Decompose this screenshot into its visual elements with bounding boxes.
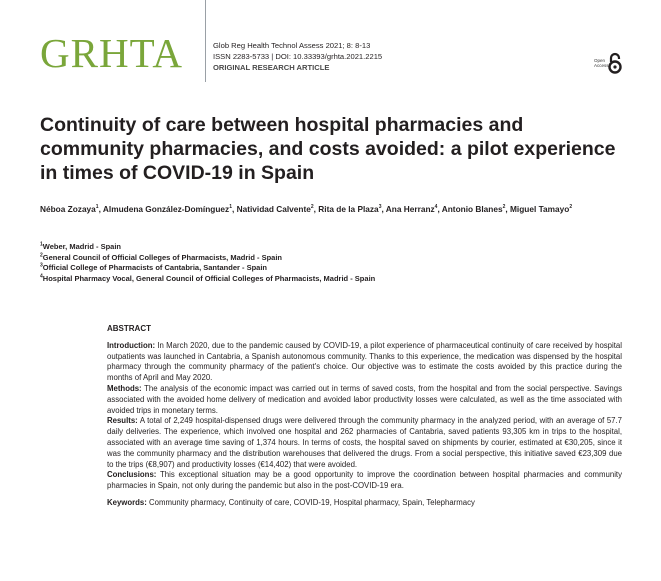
- author-affiliation-number: 1: [95, 204, 99, 211]
- header-divider: [205, 0, 206, 82]
- open-lock-icon: [607, 52, 623, 74]
- author-name: Ana Herranz: [385, 204, 435, 214]
- open-access-badge[interactable]: [594, 52, 624, 74]
- affiliation-list: [40, 242, 640, 284]
- results-text: A total of 2,249 hospital-dispensed drugs were delivered through the community pharmacy in the analyzed period, with an average of 57.7 daily deliveries. The experience, which involved one hospital and 262 pharmacies of Cantabria, saved patients 93,305 km in trips to the hospital, associated with an average time saving of 1,374 hours. In terms of costs, the hospital saved on shipments by courier, estimated at €30,205, since it was the community pharmacy and the distribution warehouses that delivered the drugs. From a social perspective, this initiative saved €23,309 due to the trips (€8,907) and productivity losses (€14,402) that were avoided.: [107, 416, 622, 469]
- author-affiliation-number: 2: [502, 204, 506, 211]
- author-name: Natividad Calvente: [236, 204, 311, 214]
- abstract-introduction: [107, 341, 622, 384]
- affiliation-item: [40, 274, 640, 285]
- open-access-line1: Open: [594, 58, 606, 63]
- abstract-conclusions: [107, 470, 622, 492]
- conclusions-label: Conclusions:: [107, 470, 157, 480]
- introduction-text: In March 2020, due to the pandemic caused by COVID-19, a pilot experience of pharmaceutical continuity of care received by hospital outpatients was launched in Cantabria, a Spanish autonomous community. Thanks to this experience, the medication was dispensed by the hospital pharmacy through the community pharmacy of the patient's choice. Our objective was to estimate the costs avoided by this practice during the months of April and May 2020.: [107, 340, 622, 383]
- introduction-label: Introduction:: [107, 340, 156, 350]
- affiliation-number: 2: [40, 252, 43, 258]
- affiliation-text: Official College of Pharmacists of Cantabria, Santander - Spain: [42, 263, 267, 272]
- author-name: Néboa Zozaya: [40, 204, 96, 214]
- affiliation-number: 4: [40, 273, 43, 279]
- abstract-results: [107, 416, 622, 470]
- issn-doi[interactable]: ISSN 2283-5733 | DOI: 10.33393/grhta.2021.2215: [213, 52, 383, 61]
- affiliation-item: [40, 242, 640, 253]
- author-affiliation-number: 2: [310, 204, 314, 211]
- article-type: ORIGINAL RESEARCH ARTICLE: [213, 63, 330, 72]
- journal-meta: [213, 40, 382, 73]
- author-name: Almudena González-Domínguez: [102, 204, 230, 214]
- author-affiliation-number: 2: [569, 204, 573, 211]
- abstract-section: [107, 324, 622, 509]
- article-title: Continuity of care between hospital pharmacies and community pharmacies, and costs avoided: a pilot experience in times of COVID-19 in Spain: [40, 114, 616, 184]
- journal-citation: Glob Reg Health Technol Assess 2021; 8: 8-13: [213, 41, 371, 50]
- author-affiliation-number: 3: [378, 204, 382, 211]
- affiliation-item: [40, 253, 640, 264]
- open-access-line2: Access: [594, 63, 609, 68]
- abstract-methods: [107, 384, 622, 416]
- author-affiliation-number: 4: [434, 204, 438, 211]
- affiliation-item: [40, 263, 640, 274]
- affiliation-text: General Council of Official Colleges of Pharmacists, Madrid - Spain: [42, 252, 282, 262]
- affiliation-text: Hospital Pharmacy Vocal, General Council of Official Colleges of Pharmacists, Madrid - Spain: [42, 273, 376, 283]
- affiliation-number: 1: [40, 241, 43, 248]
- conclusions-text: This exceptional situation may be a good opportunity to improve the coordination between hospital pharmacies and community pharmacies in Spain, not only during the pandemic but also in the post-COVID-19 era.: [107, 470, 622, 491]
- author-name: Miguel Tamayo: [510, 204, 570, 214]
- author-list: Néboa Zozaya$^1$, Almudena González-Domínguez$^1$, Natividad Calvente$^2$, Rita de la Plaza$^3$, Ana Herranz$^4$, Antonio Blanes$^2$, Miguel Tamayo$^2$: [40, 204, 573, 214]
- affiliation-number: 3: [40, 262, 43, 269]
- abstract-keywords: [107, 498, 622, 509]
- keywords-label: Keywords:: [107, 497, 147, 507]
- author-affiliation-number: 1: [229, 204, 232, 211]
- keywords-text: Community pharmacy, Continuity of care, COVID-19, Hospital pharmacy, Spain, Telepharmacy: [146, 497, 475, 507]
- methods-label: Methods:: [107, 383, 142, 393]
- methods-text: The analysis of the economic impact was carried out in terms of saved costs, from the hospital and from the social perspective. Savings associated with the avoided home delivery of medication and avoided labor productivity losses were calculated, as well as the time associated with avoided trips in monetary terms.: [107, 383, 622, 415]
- abstract-heading: ABSTRACT: [107, 324, 151, 333]
- journal-logo: GRHTA: [40, 30, 183, 76]
- author-name: Rita de la Plaza: [318, 204, 379, 214]
- author-name: Antonio Blanes: [441, 204, 503, 214]
- results-label: Results:: [107, 416, 138, 426]
- affiliation-text: Weber, Madrid - Spain: [42, 242, 121, 251]
